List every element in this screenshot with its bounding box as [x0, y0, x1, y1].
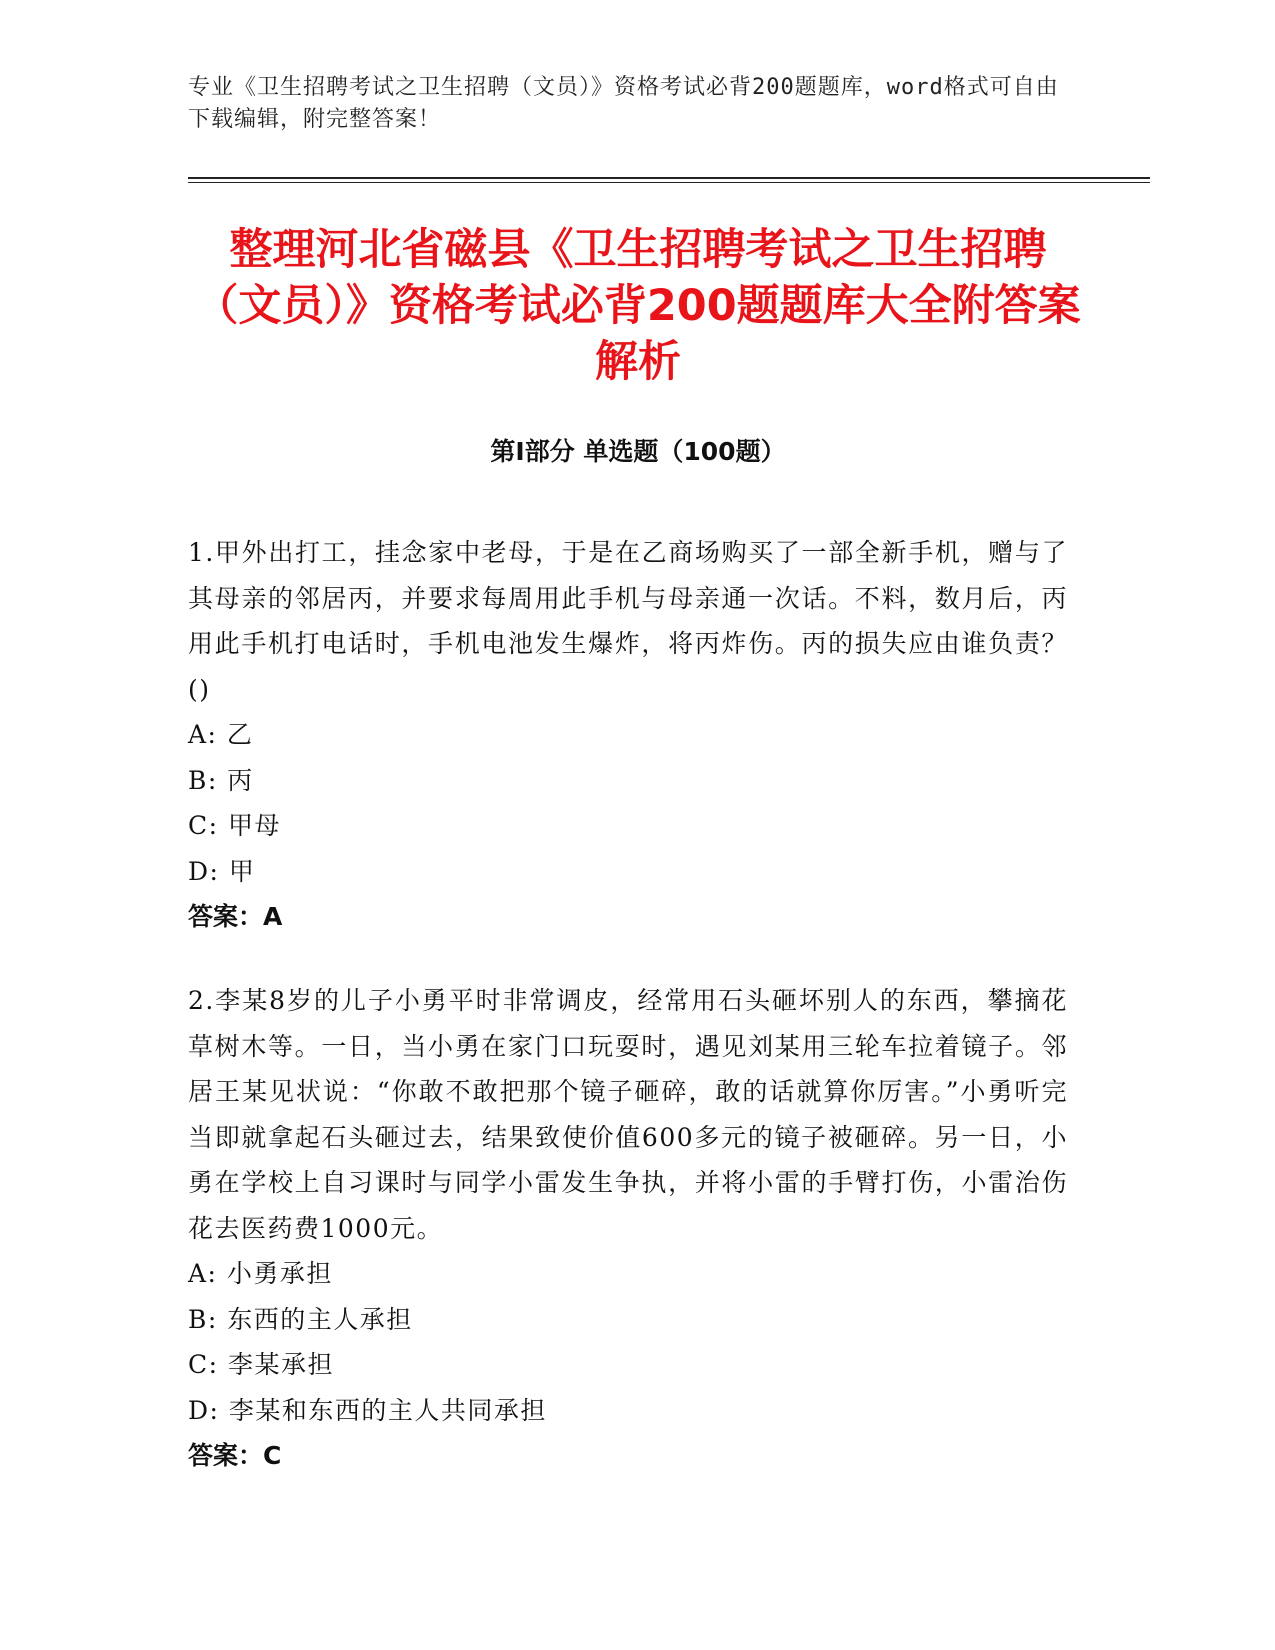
question-stem: 1.甲外出打工，挂念家中老母，于是在乙商场购买了一部全新手机，赠与了其母亲的邻居丙，并要求每周用此手机与母亲通一次话。不料，数月后，丙用此手机打电话时，手机电池发生爆炸，将丙炸伤。丙的损失应由谁负责？() [188, 538, 1068, 704]
answer-line: 答案：C [188, 1441, 282, 1470]
answer-line: 答案：A [188, 902, 283, 931]
option-c: C: 甲母 [188, 811, 281, 840]
option-d: D: 甲 [188, 856, 256, 886]
option-c: C: 李某承担 [188, 1350, 334, 1379]
question-1 [188, 530, 1068, 940]
option-d: D: 李某和东西的主人共同承担 [188, 1395, 547, 1425]
header-divider-top [188, 177, 1150, 179]
header-divider-bottom [188, 182, 1150, 183]
option-a: A: 小勇承担 [188, 1259, 333, 1288]
document-title: 整理河北省磁县《卫生招聘考试之卫生招聘（文员）》资格考试必背200题题库大全附答案解析 [195, 225, 1081, 387]
section-heading: 第I部分 单选题（100题） [490, 437, 786, 466]
header-note: 专业《卫生招聘考试之卫生招聘（文员）》资格考试必背200题题库，word格式可自由下载编辑，附完整答案！ [188, 75, 1059, 132]
option-a: A: 乙 [188, 720, 254, 749]
question-stem: 2.李某8岁的儿子小勇平时非常调皮，经常用石头砸坏别人的东西，攀摘花草树木等。一日，当小勇在家门口玩耍时，遇见刘某用三轮车拉着镜子。邻居王某见状说：“你敢不敢把那个镜子砸碎，敢的话就算你厉害。”小勇听完当即就拿起石头砸过去，结果致使价值600多元的镜子被砸碎。另一日，小勇在学校上自习课时与同学小雷发生争执，并将小雷的手臂打伤，小雷治伤花去医药费1000元。 [188, 986, 1068, 1243]
question-2 [188, 978, 1068, 1479]
option-b: B: 丙 [188, 765, 254, 795]
option-b: B: 东西的主人承担 [188, 1304, 413, 1334]
